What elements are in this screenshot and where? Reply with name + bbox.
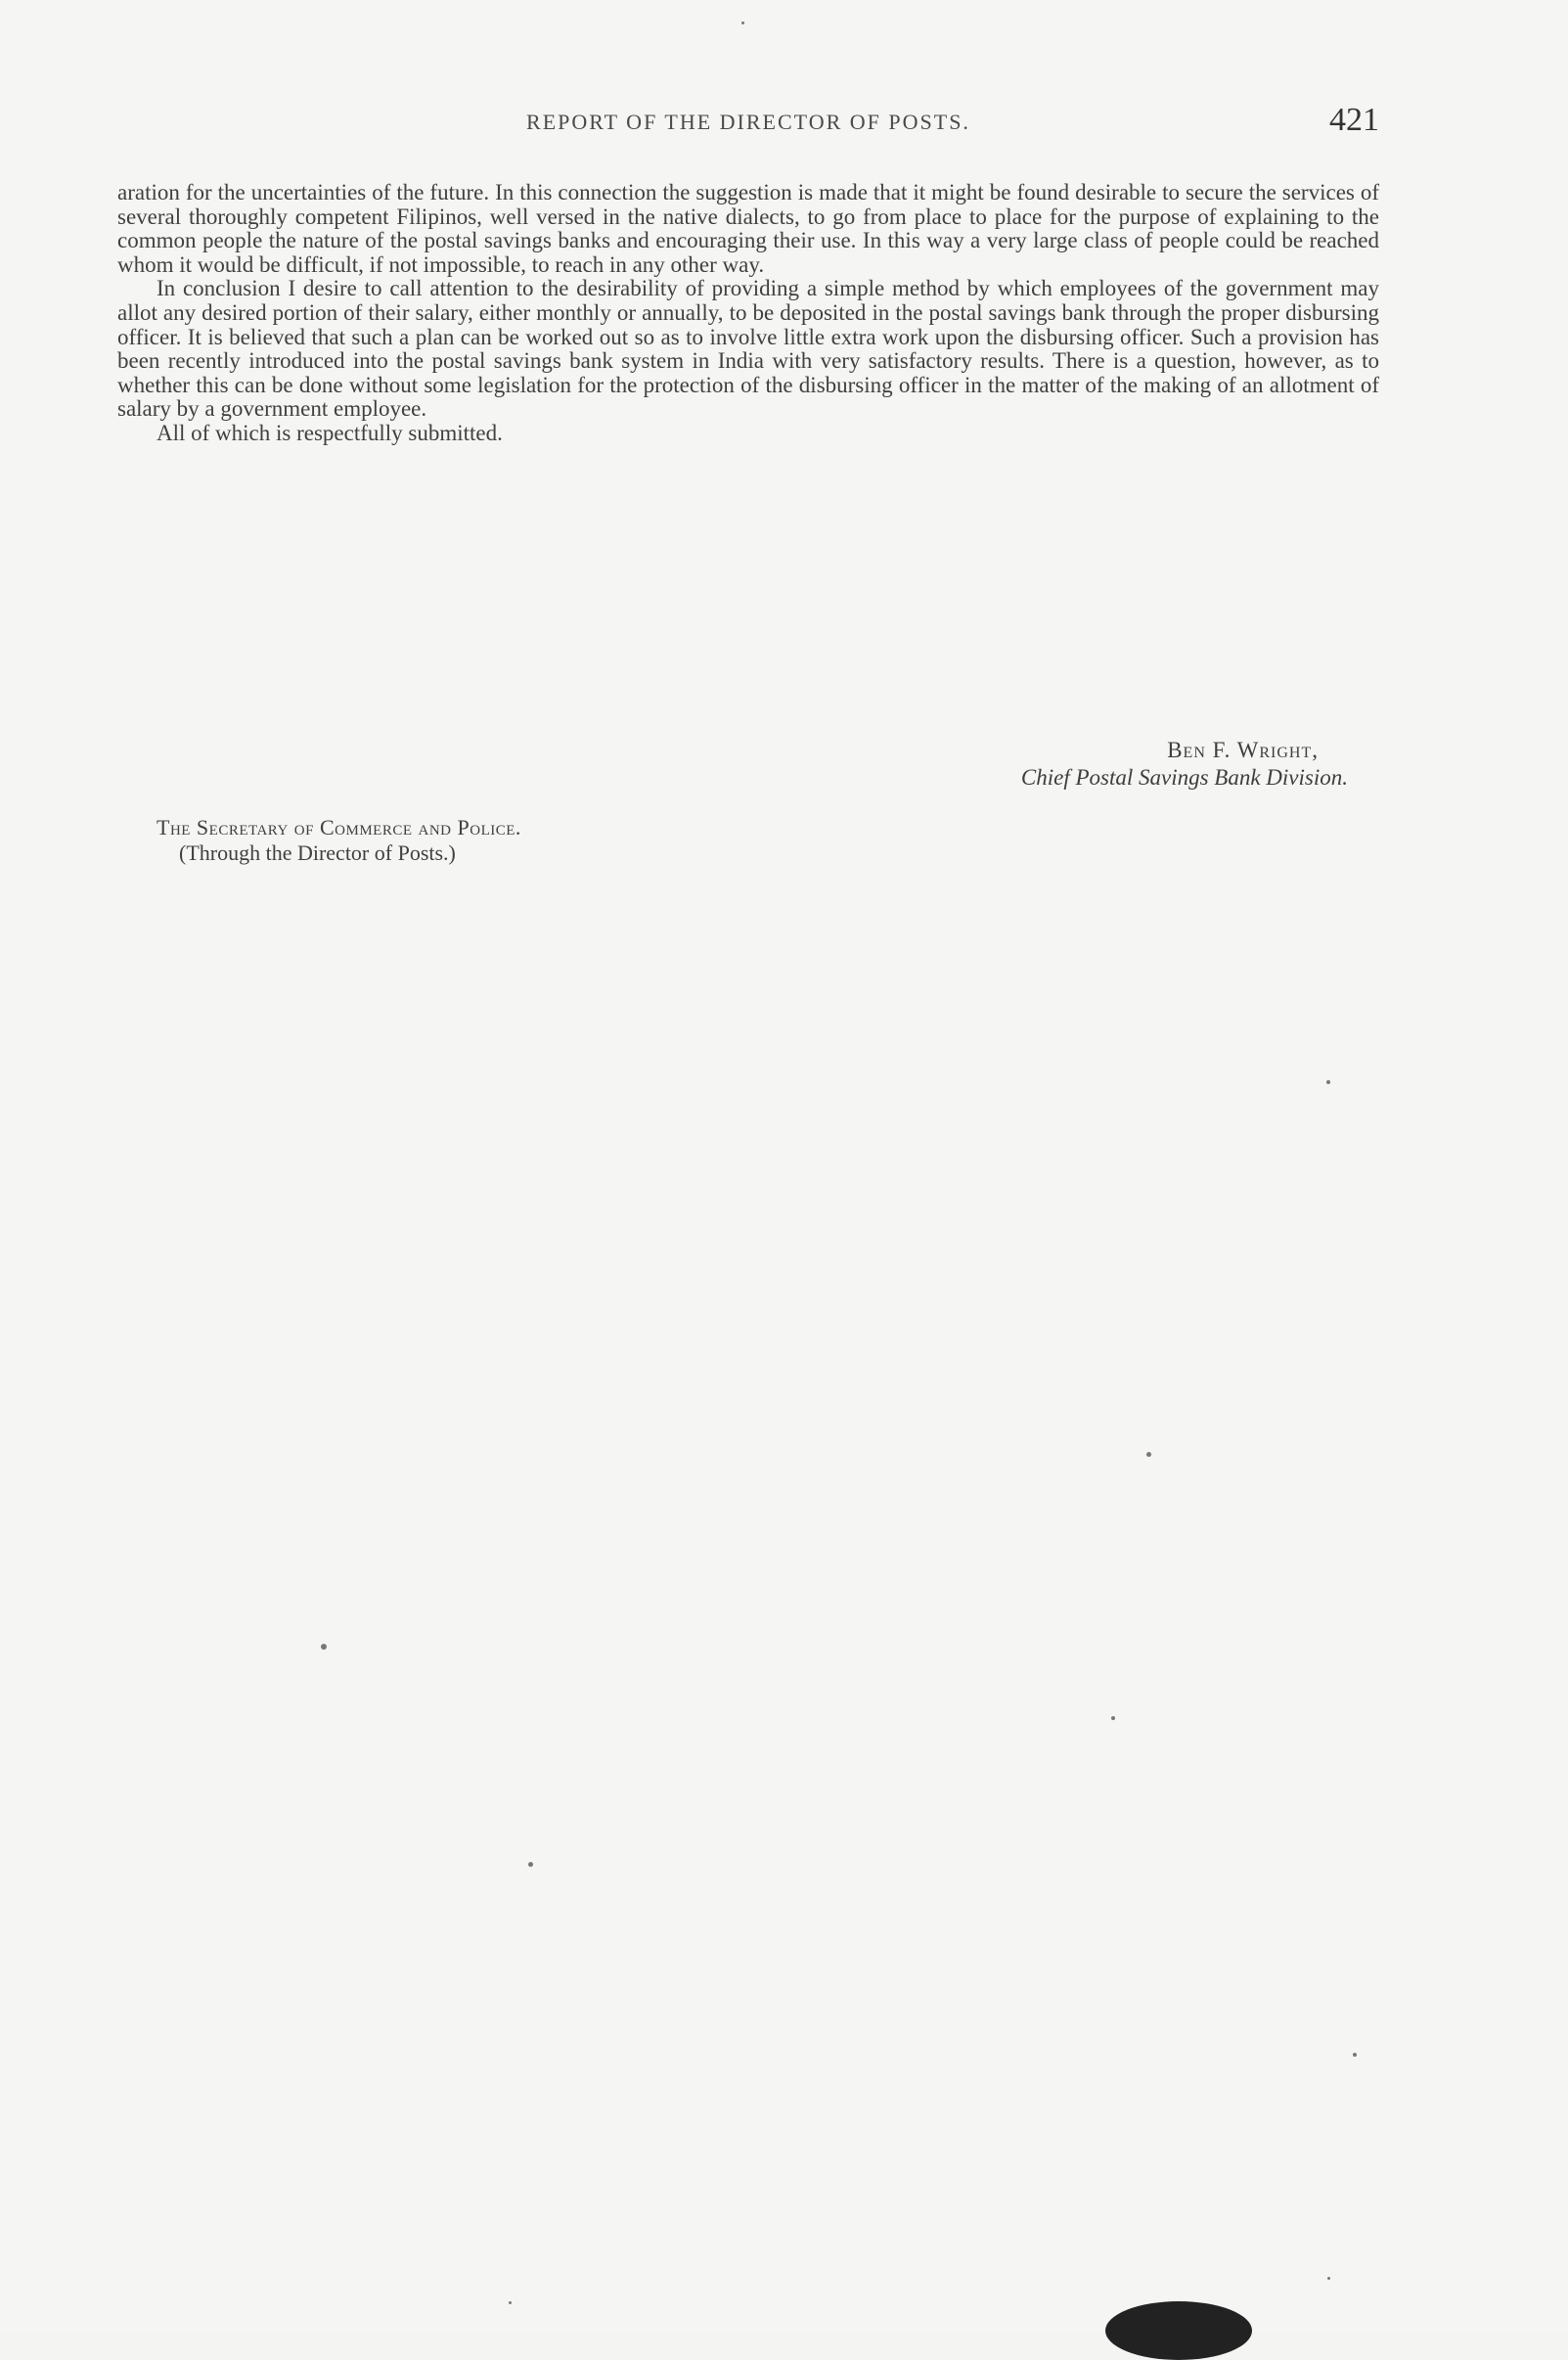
running-head [117,102,1379,141]
addressee-line: The Secretary of Commerce and Police. [157,815,521,840]
scan-speck [1111,1716,1115,1720]
addressee-routing: (Through the Director of Posts.) [179,840,456,865]
scan-shadow [1105,2301,1252,2360]
paragraph-closing: All of which is respectfully submitted. [157,420,503,445]
body-text [117,181,1379,446]
signatory-name: Ben F. Wright, [1167,738,1319,762]
running-title: REPORT OF THE DIRECTOR OF POSTS. [526,110,970,134]
scan-speck [1327,2277,1330,2280]
signature-block [1021,737,1348,792]
scan-speck [1353,2053,1357,2057]
scan-speck [1146,1452,1151,1457]
signatory-title: Chief Postal Savings Bank Division. [1020,765,1348,790]
paragraph-continuation: aration for the uncertainties of the future. In this connection the suggestion is made that it might be found desirable to secure the services of several thoroughly competent Filipinos, well versed in the native dialects, to go from place to place for the purpose of explaining to the common people the nature of the postal savings banks and encouraging their use. In this way a very large class of people could be reached whom it would be difficult, if not impossible, to reach in any other way. [117,180,1379,277]
addressee-block [157,815,521,866]
scan-speck [321,1644,327,1650]
scan-speck [509,2301,512,2304]
page-number: 421 [1329,102,1379,138]
scan-speck [741,22,744,24]
scan-speck [1326,1080,1330,1084]
scan-speck [528,1862,533,1867]
paragraph-conclusion: In conclusion I desire to call attention to the desirability of providing a simple method by which employees of the government may allot any desired portion of their salary, either monthly or annually, to be deposited in the postal savings bank through the proper disbursing officer. It is believed that such a plan can be worked out so as to involve little extra work upon the disbursing officer. Such a provision has been recently introduced into the postal savings bank system in India with very satisfactory results. There is a question, however, as to whether this can be done without some legislation for the protection of the disbursing officer in the matter of the making of an allotment of salary by a government employee. [117,276,1379,422]
